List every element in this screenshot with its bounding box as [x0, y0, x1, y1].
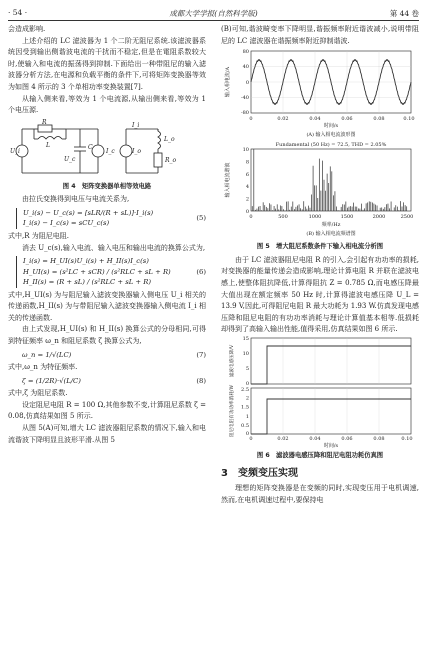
- equation-line: H_II(s) = (R + sL) / (s²RLC + sL + R): [23, 278, 152, 287]
- x-tick: 2500: [400, 214, 414, 221]
- x-tick: 0.06: [341, 435, 353, 442]
- paragraph: 式中,ζ 为阻尼系数.: [8, 389, 68, 398]
- equation-5: [16, 208, 206, 229]
- x-tick: 0.04: [309, 435, 321, 442]
- paragraph: (B)可知,谐波畸变率下降明显,谐振频率附近谐波减小,说明带阻尼的 LC 滤波器在谐振频率附近抑制谐波.: [221, 25, 419, 45]
- y-axis-label: 输入相电流谐波: [225, 162, 231, 198]
- x-tick: 0.10: [401, 435, 413, 442]
- equation-8: [8, 376, 206, 387]
- figure-6-plots: [221, 336, 419, 448]
- y-tick: -80: [240, 110, 249, 117]
- right-column: [221, 24, 419, 506]
- y-tick: 0: [245, 380, 249, 387]
- paragraph: 由于 LC 滤波器阻尼电阻 R 的引入,会引起有功功率的损耗,对变换器的能量传递会造成影响,理论计算电阻 R 并联在滤波电感上,使整体阻抗降低,计算得阻抗 Z = 0.785 Ω,而电感压降最大值出现在额定频率 50 Hz 时,计算得滤波电感压降 U_L = 13.9 V,因此,可得阻尼电阻 R 最大功耗为 1.93 W.仿真发现电感压降和阻尼电阻的有功功率消耗与理论计算值基本相等.低损耗却得到了高输入输出性能,值得采用,仿真结果如图 6 所示.: [221, 255, 419, 334]
- y-tick: 2: [245, 395, 249, 402]
- label-c: C: [88, 143, 93, 151]
- equation-line: ζ = (1/2R)·√(L/C): [22, 376, 81, 385]
- paragraph: 式中,H_UI(s) 为与阻尼输入滤波变换器输入侧电压 U_i 相关的传递函数,H_II(s) 为与带阻尼输入滤波变换器输入侧电流 I_i 相关的传递函数.: [8, 290, 206, 322]
- x-tick: 2000: [372, 214, 386, 221]
- paragraph: 由拉氏变换得到电压与电流关系为,: [22, 195, 130, 204]
- figure-6-caption: 图 6 滤波器电感压降和阻尼电阻功耗仿真图: [256, 451, 384, 459]
- y-tick: 2.5: [241, 386, 249, 393]
- label-uc: U_c: [64, 155, 76, 163]
- inductor-drop-trace: [251, 346, 411, 384]
- label-ro: R_o: [165, 156, 177, 164]
- y-tick: 15: [242, 335, 249, 342]
- x-tick: 0: [249, 435, 253, 442]
- equation-number: (8): [196, 376, 206, 385]
- label-ii: I_i: [132, 121, 140, 129]
- y-axis-label: 滤波电感压降/V: [230, 344, 235, 378]
- paragraph: 从图 5(A)可知,增大 LC 滤波器阻尼系数的情况下,输入和电流谐波下降明显且波形平滑.从图 5: [8, 423, 206, 444]
- y-tick: 0.5: [241, 422, 249, 429]
- resistor-power-trace: [251, 399, 411, 434]
- equation-7: [8, 350, 206, 361]
- x-tick: 0.02: [277, 116, 289, 123]
- subfigure-caption: (B) 输入相电流频谱图: [306, 231, 356, 238]
- equation-number: (6): [196, 267, 206, 276]
- x-tick: 0: [249, 116, 253, 123]
- page-number: · 54 ·: [8, 8, 28, 17]
- left-column: [8, 24, 206, 446]
- page-header: [8, 6, 419, 20]
- y-tick: 4: [245, 184, 249, 191]
- y-tick: 1.5: [241, 404, 249, 411]
- paragraph: 设定阻尼电阻 R = 100 Ω,其他参数不变,计算阻尼系数 ζ = 0.08,仿真结果如图 5 所示.: [8, 400, 206, 421]
- y-axis-label: 阻尼电阻有功功率消耗/W: [230, 384, 235, 438]
- y-tick: 0: [245, 430, 249, 437]
- equation-line: ω_n = 1/√(LC): [22, 350, 72, 359]
- y-tick: 6: [245, 171, 249, 178]
- section-title: 变频变压实现: [237, 467, 298, 479]
- x-tick: 0.10: [403, 116, 415, 123]
- y-tick: 10: [242, 147, 249, 154]
- y-tick: 0: [245, 80, 249, 87]
- section-heading: [221, 468, 419, 480]
- y-tick: -40: [240, 95, 249, 102]
- figure-4-caption: 图 4 矩阵变换器单相等效电路: [62, 182, 152, 190]
- paragraph: 会造成影响.: [8, 25, 46, 33]
- x-tick: 500: [278, 214, 288, 221]
- y-tick: 40: [242, 64, 249, 71]
- equation-line: H_UI(s) = (s²LC + sCR) / (s²RLC + sL + R): [23, 267, 171, 276]
- paragraph: 式中,R 为阻尼电阻.: [8, 231, 69, 240]
- x-axis-label: 频率/Hz: [321, 222, 341, 229]
- paragraph: 理想的矩阵变换器是在变频的同时,实现变压用于电机调速,然而,在电机调速过程中,要保持电: [221, 484, 419, 504]
- x-tick: 0.08: [373, 435, 385, 442]
- y-tick: 0: [245, 209, 249, 216]
- label-ui: U_i: [10, 147, 20, 155]
- y-tick: 5: [245, 365, 249, 372]
- y-tick: 80: [242, 49, 249, 56]
- section-number: 3: [221, 467, 228, 479]
- label-r: R: [42, 118, 47, 126]
- spectrum-title: Fundamental (50 Hz) = 72.5, THD = 2.05%: [275, 142, 387, 149]
- x-tick: 0.02: [277, 435, 289, 442]
- x-tick: 1000: [308, 214, 322, 221]
- equation-6: [16, 256, 206, 288]
- figure-5b-spectrum: [221, 139, 419, 239]
- y-tick: 1: [245, 413, 249, 420]
- label-l: L: [46, 141, 50, 149]
- y-tick: 2: [245, 196, 249, 203]
- journal-name: 成都大学学报(自然科学版): [169, 9, 258, 18]
- x-tick: 0: [249, 214, 253, 221]
- equation-line: I_i(s) − I_c(s) = sCU_c(s): [23, 219, 110, 228]
- figure-5-caption: 图 5 增大阻尼系数条件下输入相电流分析图: [256, 243, 384, 251]
- y-axis-label: 输入相电流/A: [225, 67, 231, 98]
- y-tick: 8: [245, 159, 249, 166]
- volume-label: 第 44 卷: [389, 9, 419, 18]
- x-tick: 0.06: [341, 116, 353, 123]
- x-tick: 0.08: [373, 116, 385, 123]
- paragraph: 消去 U_c(s),输入电流、输入电压和输出电流的换算公式为,: [22, 243, 206, 252]
- figure-4-circuit: [8, 117, 206, 179]
- equation-line: U_i(s) − U_c(s) = [sLR/(R + sL)]·I_i(s): [23, 208, 154, 217]
- label-ic: I_c: [106, 147, 115, 155]
- equation-line: I_i(s) = H_UI(s)U_i(s) + H_II(s)I_c(s): [23, 257, 149, 266]
- header-rule: [8, 20, 419, 21]
- equation-number: (5): [196, 214, 206, 223]
- x-axis-label: 时间/s: [323, 123, 339, 130]
- paragraph: 由上式发现,H_UI(s) 和 H_II(s) 换算公式的分母相同,可得到特征频率 ω_n 和阻尼系数 ζ 换算公式为,: [8, 325, 206, 345]
- paragraph: 从输入侧来看,等效为 1 个电流源,从输出侧来看,等效为 1 个电压源.: [8, 94, 206, 115]
- paragraph: 上述介绍的 LC 滤波器为 1 个二阶无阻尼系统.该滤波器系统因受到输出侧谐波电流的干扰而不稳定,但是在電阻系数较大时,使输入和电流的振荡得到抑制.下面给出一种带阻尼的输入滤波器分析方法,在电源和负载平衡的条件下,可将矩阵变换器等效为如图 4 所示的 3 个单相功率变换装置[7].: [8, 36, 206, 91]
- x-tick: 0.04: [309, 116, 321, 123]
- label-lo: L_o: [164, 135, 175, 143]
- paragraph: 式中,ω_n 为特征频率.: [8, 363, 78, 372]
- subfigure-caption: (A) 输入相电流波形图: [306, 132, 356, 139]
- y-tick: 10: [242, 350, 249, 357]
- figure-5a-current-waveform: [221, 47, 419, 139]
- x-axis-label: 时间/s: [323, 442, 339, 448]
- label-io: I_o: [132, 147, 141, 155]
- equation-number: (7): [196, 350, 206, 359]
- x-tick: 1500: [340, 214, 354, 221]
